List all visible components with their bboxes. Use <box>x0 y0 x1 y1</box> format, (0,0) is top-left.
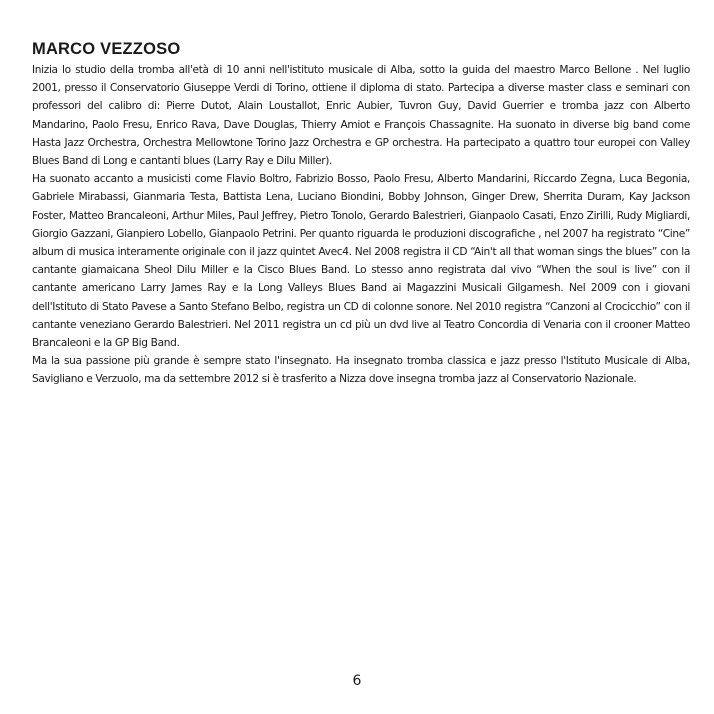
biography-title: MARCO VEZZOSO <box>32 40 181 58</box>
biography-paragraph-3: Ma la sua passione più grande è sempre stato l'insegnato. Ha insegnato tromba classica e jazz presso l'Istituto Musicale di Alba, Savigliano e Verzuolo, ma da settembre 2012 si è trasferito a Nizza dove insegna tromba jazz al Conservatorio Nazionale. <box>32 355 690 386</box>
page-number: 6 <box>352 673 362 689</box>
biography-paragraph-1: Inizia lo studio della tromba all'età di 10 anni nell'istituto musicale di Alba, sotto la guida del maestro Marco Bellone . Nel luglio 2001, presso il Conservatorio Giuseppe Verdi di Torino, ottiene il diploma di stato. Partecipa a diverse master class e seminari con professori del calibro di: Pierre Dutot, Alain Loustallot, Enric Aubier, Tuvron Guy, David Guerrier e tromba jazz con Alberto Mandarino, Paolo Fresu, Enrico Rava, Dave Douglas, Thierry Amiot e François Chassagnite. Ha suonato in diverse big band come Hasta Jazz Orchestra, Orchestra Mellowtone Torino Jazz Orchestra e GP orchestra. Ha partecipato a quattro tour europei con Valley Blues Band di Long e cantanti blues (Larry Ray e Dilu Miller). <box>32 64 690 168</box>
biography-paragraph-2: Ha suonato accanto a musicisti come Flavio Boltro, Fabrizio Bosso, Paolo Fresu, Alberto Mandarini, Riccardo Zegna, Luca Begonia, Gabriele Mirabassi, Gianmaria Testa, Battista Lena, Luciano Biondini, Bobby Johnson, Ginger Drew, Sherrita Duram, Kay Jackson Foster, Matteo Brancaleoni, Arthur Miles, Paul Jeffrey, Pietro Tonolo, Gerardo Balestrieri, Gianpaolo Casati, Enzo Zirilli, Rudy Migliardi, Giorgio Gazzani, Gianpiero Lobello, Gianpaolo Petrini. Per quanto riguarda le produzioni discografiche , nel 2007 ha registrato “Cine” album di musica interamente originale con il jazz quintet Avec4. Nel 2008 registra il CD “Ain't all that woman sings the blues” con la cantante giamaicana Sheol Dilu Miller e la Cisco Blues Band. Lo stesso anno registrata dal vivo “When the soul is live” con il cantante americano Larry James Ray e la Long Valleys Blues Band ai Magazzini Musicali Gilgamesh. Nel 2009 con i giovani dell'Istituto di Stato Pavese a Santo Stefano Belbo, registra un CD di colonne sonore. Nel 2010 registra “Canzoni al Crocicchio” con il cantante veneziano Gerardo Balestrieri. Nel 2011 registra un cd più un dvd live al Teatro Concordia di Venaria con il crooner Matteo Brancaleoni e la GP Big Band. <box>32 173 690 350</box>
biography-body <box>32 61 690 389</box>
